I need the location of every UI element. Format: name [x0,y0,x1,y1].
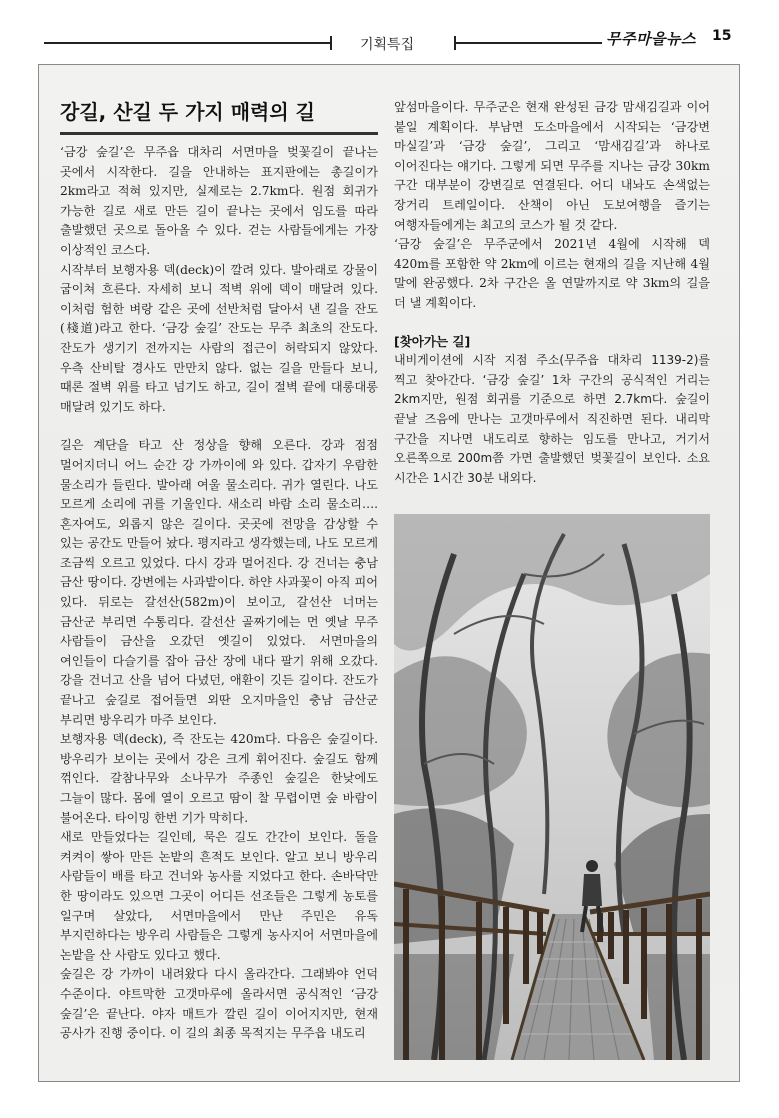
article-column-left [60,143,378,1044]
paragraph: 시작부터 보행자용 덱(deck)이 깔려 있다. 발아래로 강물이 굽이쳐 흐른다. 자세히 보니 적벽 위에 덱이 매달려 있다. 이처럼 험한 벼랑 같은 곳에 선반처럼 달아서 낸 길을 잔도(棧道)라고 한다. ‘금강 숲길’ 잔도는 무주 최초의 잔도다. 잔도가 생기기 전까지는 사람의 접근이 허락되지 않았다. 우측 산비탈 경사도 만만치 않다. 없는 길을 만들다 보니, 때론 절벽 위를 타고 넘기도 하고, 길이 절벽 끝에 대롱대롱 매달려 있기도 하다. [60,262,378,414]
paragraph: 보행자용 덱(deck), 즉 잔도는 420m다. 다음은 숲길이다. 방우리가 보이는 곳에서 강은 크게 휘어진다. 숲길도 함께 꺾인다. 갈참나무와 소나무가 주종인 숲길은 한낮에도 그늘이 많다. 몸에 열이 오르고 땀이 찰 무렵이면 숲 바람이 불어온다. 타이밍 한번 기가 막히다. [60,732,378,825]
article-title: 강길, 산길 두 가지 매력의 길 [60,100,315,124]
directions-text: 내비게이션에 시작 지점 주소(무주읍 대차리 1139-2)를 찍고 찾아간다. ‘금강 숲길’ 1차 구간의 공식적인 거리는 2km지만, 원점 회귀를 기준으로 하면 2.7km다. 숲길이 끝날 즈음에 만나는 고갯마루에서 직진하면 된다. 내리막 구간을 지나면 내도리로 향하는 임도를 만나고, 거기서 오른쪽으로 200m쯤 가면 출발했던 벚꽃길이 보인다. 소요 시간은 1시간 30분 내외다. [394,353,710,485]
section-label: 기획특집 [360,37,415,53]
header-rule-right [454,42,602,44]
paragraph: ‘금강 숲길’은 무주군에서 2021년 4월에 시작해 덱 420m를 포함한 약 2km에 이르는 현재의 길을 지난해 4월 말에 완공했다. 2차 구간은 올 연말까지로 약 3km의 길을 더 낼 계획이다. [394,237,710,310]
title-underline [60,132,378,135]
paragraph: 앞섬마을이다. 무주군은 현재 완성된 금강 맘새김길과 이어 붙일 계획이다. 부남면 도소마을에서 시작되는 ‘금강변 마실길’과 ‘금강 숲길’, 그리고 ‘맘새김길’과 하나로 이어진다는 얘기다. 그렇게 되면 무주를 지나는 금강 30km 구간 대부분이 강변길로 연결된다. 어디 내놔도 손색없는 장거리 트레일이다. 산책이 아닌 도보여행을 즐기는 여행자들에게는 최고의 코스가 될 것 같다. [394,100,710,232]
paragraph: ‘금강 숲길’은 무주읍 대차리 서면마을 벚꽃길이 끝나는 곳에서 시작한다. 길을 안내하는 표지판에는 총길이가 2km라고 적혀 있지만, 실제로는 2.7km다. 원점 회귀가 가능한 길로 새로 만든 길이 끝나는 곳에서 임도를 따라 출발했던 곳으로 돌아올 수 있다. 걷는 사람들에게는 가장 이상적인 코스다. [60,145,378,257]
paragraph: 숲길은 강 가까이 내려왔다 다시 올라간다. 그래봐야 언덕 수준이다. 야트막한 고갯마루에 올라서면 공식적인 ‘금강 숲길’은 끝난다. 야자 매트가 깔린 길이 이어지지만, 현재 공사가 진행 중이다. 이 길의 최종 목적지는 무주읍 내도리 [60,967,378,1041]
header-rule-left [44,42,332,44]
paragraph: 길은 계단을 타고 산 정상을 향해 오른다. 강과 점점 멀어지더니 어느 순간 강 가까이에 와 있다. 갑자기 우람한 물소리가 들린다. 발아래 여울 물소리다. 귀가 열린다. 나도 모르게 소리에 귀를 기울인다. 새소리 바람 소리 물소리…. 혼자여도, 외롭지 않은 길이다. 곳곳에 전망을 감상할 수 있는 공간도 만들어 놨다. 평지라고 생각했는데, 나도 모르게 조금씩 오르고 있었다. 다시 강과 멀어진다. 강 건너는 충남 금산 땅이다. 강변에는 사과밭이다. 하얀 사과꽃이 아직 피어 있다. 뒤로는 갈선산(582m)이 보이고, 갈선산 너머는 금산군 부리면 수통리다. 갈선산 골짜기에는 먼 옛날 무주 사람들이 금산을 오갔던 옛길이 있었다. 서면마을의 여인들이 다슬기를 잡아 금산 장에 내다 팔기 위해 오갔다. 강을 건너고 산을 넘어 다녔던, 애환이 깃든 길이다. 잔도가 끝나고 숲길로 접어들면 외딴 오지마을인 충남 금산군 부리면 방우리가 마주 보인다. [60,438,378,727]
page-header [0,0,779,60]
masthead-logo: 무주마을뉴스 [606,30,696,48]
article-column-right [394,98,710,488]
paragraph: 새로 만들었다는 길인데, 묵은 길도 간간이 보인다. 돌을 켜켜이 쌓아 만든 논밭의 흔적도 보인다. 알고 보니 방우리 사람들이 배를 타고 건너와 농사를 지었다고 한다. 손바닥만 한 땅이라도 있으면 그곳이 어디든 선조들은 그렇게 농토를 일구며 살았다, 서면마을에서 만난 주민은 유독 부지런하다는 방우리 사람들은 그렇게 농사지어 서면마을에 논밭을 산 사람도 있다고 했다. [60,830,378,962]
directions-heading: [찾아가는 길] [394,333,471,349]
page-number: 15 [712,28,732,44]
boardwalk-photo [394,514,710,1060]
